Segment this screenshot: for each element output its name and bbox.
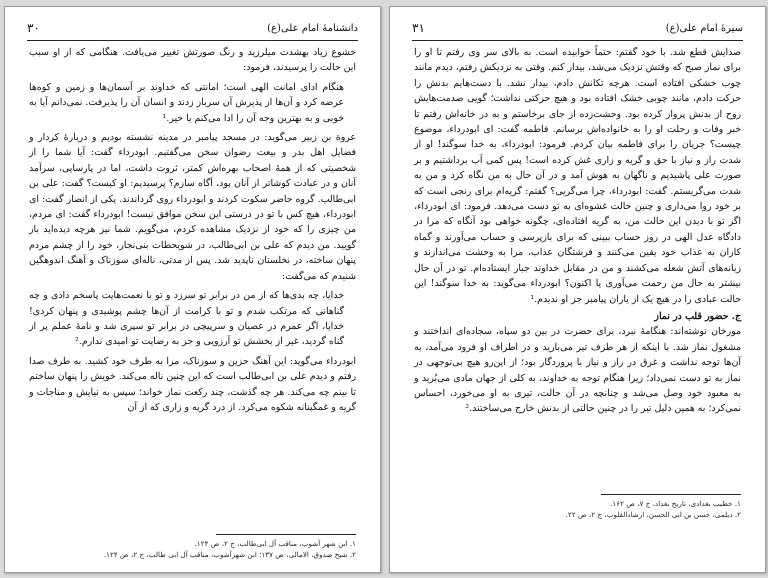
page-header (412, 23, 743, 39)
paragraph: خشوع زیاد بهشدت میلرزید و رنگ صورتش تغییر می‌یافت. هنگامی که از او سبب این حالت را پرسیدند، فرمود: (29, 47, 356, 74)
footnote: ۱. خطیب بغدادی، تاریخ بغداد، ج ۷، ص ۱۶۲. (610, 499, 741, 508)
paragraph: مورخان نوشته‌اند: هنگامهٔ نبرد، برای حضرت در بین دو سپاه، سجاده‌ای انداختند و مشغول نماز شد. با اینکه از هر طرف تیر می‌بارید و در اطراف او فرود می‌آمد، به آن‌ها توجه نداشت و غرق در راز و نیاز با پروردگار بود؛ از این‌رو هیچ بی‌توجهی در نماز به تو دست نمی‌داد؛ زیرا هنگام توجه به خداوند، به کلی از جهان مادی می‌بُرید و به معبود خود وصل می‌شد و چنانچه در آن حالت، تیری به او می‌خورد، احساس نمی‌کرد؛ به همین دلیل تیر را در چنین حالتی از بدنش خارج می‌ساختند.² (414, 326, 741, 415)
page-number: ۳۱ (412, 21, 425, 35)
footnote-rule (216, 534, 356, 535)
page-body (414, 45, 741, 417)
quote-paragraph: هنگام ادای امانت الهی است؛ امانتی که خداوند بر آسمان‌ها و زمین و کوه‌ها عرضه کرد و آن‌ها از پذیرش آن سرباز زدند و انسان آن را پذیرفت. نمی‌دانم آیا به خوبی و به بهترین وجه آن را ادا می‌کنم یا خیر.¹ (29, 81, 344, 124)
page-body (29, 45, 356, 415)
footnotes (29, 538, 356, 560)
footnotes (414, 498, 741, 520)
prayer-quote: خدایا، چه بدی‌ها که از من در برابر تو سرزد و تو با نعمت‌هایت پاسخم دادی و چه گناهانی که مرتکب شدم و تو با کرامت از آن‌ها چشم پوشیدی و پنهان کردی! خدایا، اگر عمرم در عصیان و سرپیچی در برابر تو سپری شد و نامهٔ عملم پر از گناه گردید، غیر از بخشش تو آرزویی و جز به رضایت تو امیدی ندارم.² (29, 290, 344, 348)
footnote: ۲. شیخ صدوق، الامالی، ص ۱۳۷؛ ابن شهرآشوب، مناقب آل ابی طالب، ج ۲، ص ۱۲۴. (103, 550, 356, 559)
page-header (27, 23, 358, 39)
header-rule (27, 40, 358, 41)
header-rule (412, 40, 743, 41)
running-title: سیرهٔ امام علی(ع) (665, 23, 743, 34)
left-page (4, 6, 381, 573)
section-heading: ج. حضور قلب در نماز (654, 310, 741, 322)
running-title: دانشنامهٔ امام علی(ع) (267, 23, 358, 34)
footnote-rule (601, 494, 741, 495)
right-page (389, 6, 766, 573)
paragraph: ابودرداء می‌گوید: این آهنگ حزین و سوزناک، مرا به طرف خود کشید. به طرف صدا رفتم و دیدم علی بن ابی‌طالب است که این چنین ناله می‌کند. خویش را پنهان ساختم تا بینم چه می‌کند. هر چه گذشت، چند رکعت نماز خواند؛ سپس به نیایش و مناجات و گریه و غمگینانه شکوه می‌کرد. از درد گریه و زاری که از آن (29, 355, 356, 413)
page-number: ۳۰ (27, 21, 40, 35)
paragraph: صدایش قطع شد. با خود گفتم: حتماً خوابیده است. به بالای سر وی رفتم تا او را برای نماز صبح که وقتش نزدیک می‌شد، بیدار کنم. وقتی به نزدیکش رفتم، دیدم مانند چوب خشکی افتاده است. هرچه تکانش دادم، بیدار نشد. با دست‌هایم بدنش را حرکت دادم، مانند چوبی خشک افتاده بود و هیچ حرکتی نداشت؛ گویی صدمت‌هایش روح از بدنش پرواز کرده بود. وحشت‌زده از جای برخاستم و به در خانه‌اش رفتم تا خبر وفات و رحلت او را به خانواده‌اش برسانم. فاطمه گفت: ای ابودرداء، موضوع چیست؟ جریان را برای فاطمه بیان کردم. فرمود: ابودرداء، به خدا سوگند! او از شدت راز و نیاز با حق و گریه و زاری غش کرده است! پس کمی آب برداشتیم و بر صورت علی پاشیدیم و ناگهان به هوش آمد و در آن حال به من نگاه کرد و من به شدت می‌گریستم. گفت: ابودرداء، چرا می‌گریی؟ گفتم: گریه‌ام برای رنجی است که بر خود روا می‌داری و چنین حالت غشوه‌ای به تو دست می‌دهد. فرمود: ای ابودرداء، اگر تو با دیدن این حالت من، به گریه افتاده‌ای، چگونه خواهی بود آنگاه که مرا در دادگاه عدل الهی در روز حساب ببینی که برای بازپرسی و حساب می‌آورند و گماه کاران به عذاب خود یقین می‌کنند و فرشتگان عذاب، مرا به وحشت می‌اندازند و زبانه‌های آتش شعله می‌کشند و من در مقابل خداوند جبار ایستاده‌ام. تو در آن حال بیشتر به حال من رحمت می‌آوری یا اکنون؟ ابودرداء می‌گوید: به خدا سوگند! این حالت عبادی را در هیچ یک از یاران پیامبر جز او ندیدم.¹ (414, 47, 741, 305)
footnote: ۲. دیلمی، حسن بن ابی الحسن، ارشادالقلوب، ج ۲، ص ۲۲. (565, 510, 741, 519)
footnote: ۱. ابن شهر آشوب، مناقب آل ابی‌طالب، ج ۲، ص ۱۲۴. (194, 539, 356, 548)
paragraph: عروة بن زبیر می‌گوید: در مسجد پیامبر در مدینه نشسته بودیم و دربارهٔ کردار و فضایل اهل بدر و بیعت رضوان سخن می‌گفتیم. ابودرداء گفت: آیا شما را از شخصیتی که از همهٔ اصحاب بهره‌اش کمتر، ثروت داشت، اما در پارسایی، سرآمد آنان و در عبادت کوشاتر از آنان بود، آگاه سازم؟ پرسیدیم: او کیست؟ گفت: علی بن ابی‌طالب. گروه حاضر سکوت کردند و ابودرداء روی گرداندند. یکی از انصار گفت: ای ابودرداء، هیچ کس با تو در درستی این سخن موافق نیست! ابودرداء گفت: ای مردم، من چیزی را که خود از نزدیک مشاهده کردم، می‌گویم. شما نیز هرچه دیده‌اید باز گویید. من دیدم که علی بن ابی‌طالب، در شویحطات بنی‌نجار، خود را از چشم مردم پنهان ساخته، در نخلستان ناپدید شد. پس از مدتی، ناله‌ای سوزناک و آهنگ اندوهگین شنیدم که می‌گفت: (29, 132, 356, 282)
